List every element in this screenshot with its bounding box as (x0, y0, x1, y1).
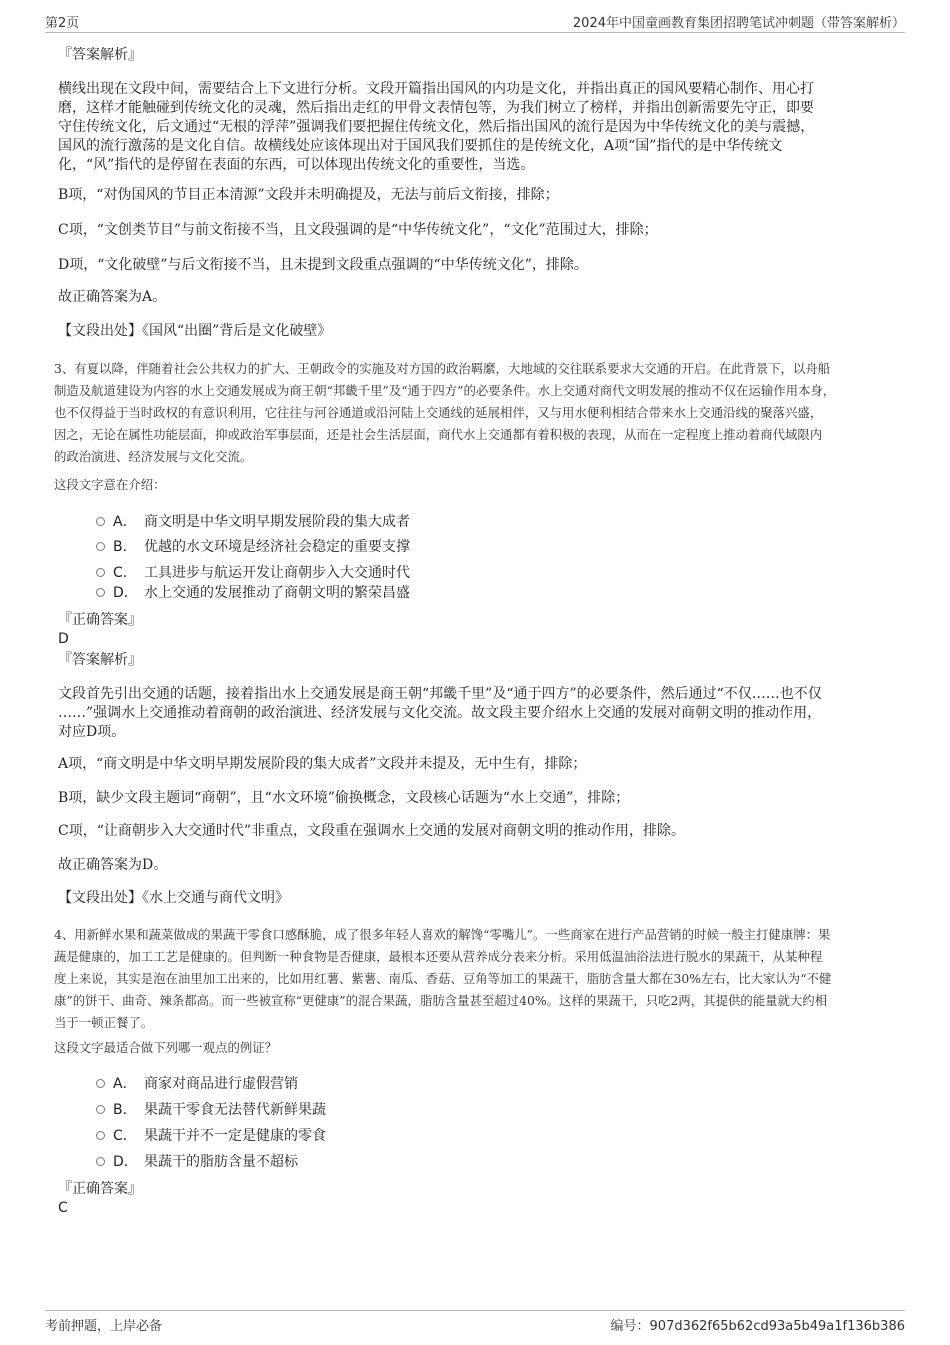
option-text: 工具进步与航运开发让商朝步入大交通时代 (144, 565, 410, 581)
text-line: 对应D项。 (58, 724, 126, 740)
q4-prompt: 这段文字最适合做下列哪一观点的例证？ (54, 1040, 278, 1055)
document-title: 2024年中国童画教育集团招聘笔试冲刺题（带答案解析） (572, 16, 905, 31)
text-line: 蔬是健康的，加工工艺是健康的。但判断一种食物是否健康，最根本还要从营养成分表来分析。采用低温油浴法进行脱水的果蔬干，从某种程 (54, 949, 823, 964)
text-line: 度上来说，其实是泡在油里加工出来的，比如用红薯、紫薯、南瓜、香菇、豆角等加工的果蔬干，脂肪含量大都在30%左右，比大家认为“不健 (54, 971, 832, 986)
text-line: 横线出现在文段中间，需要结合上下文进行分析。文段开篇指出国风的内功是文化，并指出真正的国风要精心制作、用心打 (58, 81, 814, 97)
document-id: 编号：907d362f65b62cd93a5b49a1f136b386 (610, 1319, 905, 1334)
q2-source: 【文段出处】《国风“出圈”背后是文化破壁》 (58, 323, 332, 339)
option-letter: A． (113, 1076, 137, 1092)
option-text: 果蔬干的脂肪含量不超标 (144, 1154, 298, 1170)
radio-icon[interactable] (96, 517, 105, 526)
q2-option-b-explanation: B项，“对伪国风的节目正本清源”文段并未明确提及，无法与前后文衔接，排除； (58, 187, 559, 203)
text-line: 当于一顿正餐了。 (54, 1015, 154, 1030)
option-letter: B． (113, 1102, 137, 1118)
q2-conclusion: 故正确答案为A。 (58, 289, 167, 305)
text-line: 国风的流行激荡的是文化自信。故横线处应该体现出对于国风我们要抓住的是传统文化，A项“国”指代的是中华传统文 (58, 138, 783, 154)
q4-answer-label: 『正确答案』 (58, 1181, 142, 1197)
radio-icon[interactable] (96, 1131, 105, 1140)
q3-option-b-explanation: B项，缺少文段主题词“商朝”，且“水文环境”偷换概念，文段核心话题为“水上交通”，排除； (58, 790, 630, 806)
text-line: 磨，这样才能触碰到传统文化的灵魂，然后指出走红的甲骨文表情包等，为我们树立了榜样，并指出创新需要先守正，即要 (58, 100, 814, 116)
text-line: 守住传统文化，后文通过“无根的浮萍”强调我们要把握住传统文化，然后指出国风的流行是因为中华传统文化的美与震撼， (58, 119, 815, 135)
option-letter: D． (113, 1154, 138, 1170)
q3-prompt: 这段文字意在介绍： (54, 477, 166, 492)
q3-analysis-text (58, 685, 890, 742)
page-footer (45, 1310, 905, 1333)
option-text: 优越的水文环境是经济社会稳定的重要支撑 (144, 539, 410, 555)
option-text: 商文明是中华文明早期发展阶段的集大成者 (144, 514, 410, 530)
q2-option-c-explanation: C项，“文创类节目”与前文衔接不当，且文段强调的是“中华传统文化”，“文化”范围过大，排除； (58, 222, 658, 238)
q3-analysis-label: 『答案解析』 (58, 652, 142, 668)
q3-option-c[interactable] (96, 562, 410, 582)
q2-option-d-explanation: D项，“文化破壁”与后文衔接不当，且未提到文段重点强调的“中华传统文化”，排除。 (58, 257, 588, 273)
option-letter: B． (113, 539, 137, 555)
radio-icon[interactable] (96, 1079, 105, 1088)
text-line: 也不仅得益于当时政权的有意识利用，它往往与河谷通道或沿河陆上交通线的延展相伴，又与用水便利相结合带来水上交通沿线的聚落兴盛， (54, 405, 823, 420)
text-line: 的政治演进、经济发展与文化交流。 (54, 449, 253, 464)
page-header (45, 10, 905, 33)
q4-option-a[interactable] (96, 1073, 298, 1093)
text-line: 4、用新鲜水果和蔬菜做成的果蔬干零食口感酥脆，成了很多年轻人喜欢的解馋“零嘴儿”。一些商家在进行产品营销的时候一般主打健康牌：果 (54, 927, 831, 942)
q3-answer-label: 『正确答案』 (58, 612, 142, 628)
radio-icon[interactable] (96, 588, 105, 597)
q3-passage (54, 358, 890, 468)
option-text: 果蔬干零食无法替代新鲜果蔬 (144, 1102, 326, 1118)
q4-option-d[interactable] (96, 1151, 298, 1171)
option-text: 商家对商品进行虚假营销 (144, 1076, 298, 1092)
option-letter: C． (113, 565, 137, 581)
q3-option-a-explanation: A项，“商文明是中华文明早期发展阶段的集大成者”文段并未提及，无中生有，排除； (58, 756, 587, 772)
radio-icon[interactable] (96, 1157, 105, 1166)
q4-answer: C (58, 1200, 68, 1216)
q4-option-b[interactable] (96, 1099, 326, 1119)
option-text: 水上交通的发展推动了商朝文明的繁荣昌盛 (144, 585, 410, 601)
option-letter: C． (113, 1128, 137, 1144)
q3-option-b[interactable] (96, 536, 410, 556)
text-line: 3、有夏以降，伴随着社会公共权力的扩大、王朝政令的实施及对方国的政治羁縻，大地域的交往联系要求大交通的开启。在此背景下，以舟船 (54, 361, 831, 376)
q3-option-a[interactable] (96, 511, 410, 531)
radio-icon[interactable] (96, 568, 105, 577)
text-line: 康”的饼干、曲奇、辣条都高。而一些被宣称“更健康”的混合果蔬，脂肪含量甚至超过40%。这样的果蔬干，只吃2两，其提供的能量就大约相 (54, 993, 828, 1008)
q4-option-c[interactable] (96, 1125, 326, 1145)
q2-analysis-label: 『答案解析』 (58, 47, 142, 63)
text-line: ……”强调水上交通推动着商朝的政治演进、经济发展与文化交流。故文段主要介绍水上交通的发展对商朝文明的推动作用， (58, 705, 822, 721)
q3-conclusion: 故正确答案为D。 (58, 857, 168, 873)
q3-option-d[interactable] (96, 582, 410, 602)
q2-analysis-text (58, 80, 890, 175)
q3-option-c-explanation: C项，“让商朝步入大交通时代”非重点，文段重在强调水上交通的发展对商朝文明的推动作用，排除。 (58, 823, 686, 839)
text-line: 文段首先引出交通的话题，接着指出水上交通发展是商王朝“邦畿千里”及“通于四方”的必要条件，然后通过“不仅……也不仅 (58, 686, 822, 702)
page-number: 第2页 (45, 16, 80, 31)
q3-source: 【文段出处】《水上交通与商代文明》 (58, 890, 289, 906)
option-letter: A． (113, 514, 137, 530)
radio-icon[interactable] (96, 542, 105, 551)
option-text: 果蔬干并不一定是健康的零食 (144, 1128, 326, 1144)
text-line: 制造及航道建设为内容的水上交通发展成为商王朝“邦畿千里”及“通于四方”的必要条件。水上交通对商代文明发展的推动不仅在运输作用本身， (54, 383, 836, 398)
radio-icon[interactable] (96, 1105, 105, 1114)
text-line: 化，“风”指代的是停留在表面的东西，可以体现出传统文化的重要性，当选。 (58, 157, 535, 173)
q3-answer: D (58, 631, 69, 647)
text-line: 因之，无论在属性功能层面，抑或政治军事层面，还是社会生活层面，商代水上交通都有着积极的表现，从而在一定程度上推动着商代域限内 (54, 427, 823, 442)
footer-slogan: 考前押题，上岸必备 (45, 1319, 163, 1334)
option-letter: D． (113, 585, 138, 601)
q4-passage (54, 924, 890, 1034)
